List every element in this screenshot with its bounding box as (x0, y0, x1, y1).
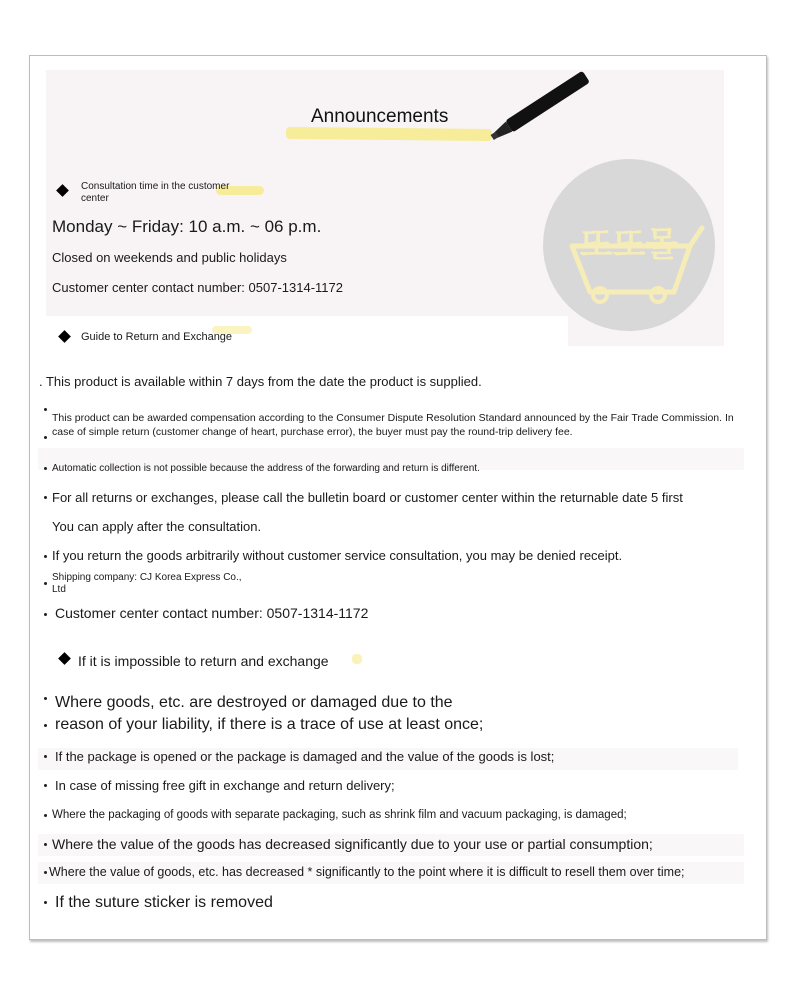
impossible-item: Where the value of the goods has decreased significantly due to your use or partial consumption; (52, 836, 653, 852)
returns-item: Shipping company: CJ Korea Express Co., Ltd (52, 572, 242, 595)
impossible-header: If it is impossible to return and exchange (78, 653, 329, 669)
impossible-item: In case of missing free gift in exchange and return delivery; (55, 778, 395, 793)
consultation-closed: Closed on weekends and public holidays (52, 250, 287, 265)
bullet-dot (44, 697, 47, 700)
shop-logo-icon (542, 158, 716, 332)
section-diamond-icon (58, 652, 71, 665)
bullet-dot (44, 467, 47, 470)
impossible-item: Where goods, etc. are destroyed or damaged due to the (55, 694, 453, 711)
returns-item: You can apply after the consultation. (52, 519, 262, 534)
impossible-item: reason of your liability, if there is a trace of use at least once; (55, 716, 484, 733)
impossible-item: If the suture sticker is removed (55, 894, 273, 911)
consultation-contact: Customer center contact number: 0507-1314-1172 (52, 280, 343, 295)
bullet-dot (44, 582, 47, 585)
marker-pen-icon (482, 64, 602, 142)
logo-text: 또또몰 (579, 225, 679, 265)
bullet-dot (44, 555, 47, 558)
section-diamond-icon (58, 330, 71, 343)
title-highlight (286, 127, 492, 141)
consultation-header: Consultation time in the customer center (81, 181, 230, 204)
returns-item: If you return the goods arbitrarily without customer service consultation, you may be denied receipt. (52, 548, 623, 563)
impossible-item: If the package is opened or the package is damaged and the value of the goods is lost; (55, 749, 555, 764)
consultation-hours: Monday ~ Friday: 10 a.m. ~ 06 p.m. (52, 217, 322, 236)
impossible-item: Where the value of goods, etc. has decreased * significantly to the point where it is difficult to resell them over time; (49, 865, 685, 879)
returns-item: This product can be awarded compensation according to the Consumer Dispute Resolution Standard announced by the Fair Trade Commission. In case of simple return (customer change of heart, purchase error), the buyer must pay the round-trip delivery fee. (52, 412, 734, 438)
announcement-frame (29, 55, 767, 940)
returns-item: For all returns or exchanges, please call the bulletin board or customer center within the returnable date 5 first (52, 490, 683, 505)
page-title: Announcements (311, 106, 449, 127)
returns-header: Guide to Return and Exchange (81, 331, 233, 343)
bullet-dot (44, 436, 47, 439)
bullet-dot (44, 784, 47, 787)
bullet-dot (44, 871, 47, 874)
bullet-dot (44, 496, 47, 499)
impossible-item: Where the packaging of goods with separate packaging, such as shrink film and vacuum packaging, is damaged; (52, 809, 627, 821)
returns-item: Automatic collection is not possible because the address of the forwarding and return is different. (52, 463, 480, 474)
bullet-dot (44, 843, 47, 846)
highlight-mark (352, 654, 362, 664)
returns-item: . This product is available within 7 days from the date the product is supplied. (39, 374, 482, 389)
returns-item: Customer center contact number: 0507-1314-1172 (55, 605, 369, 621)
bullet-dot (44, 901, 47, 904)
bullet-dot (44, 814, 47, 817)
bullet-dot (44, 755, 47, 758)
bullet-dot (44, 408, 47, 411)
bullet-dot (44, 724, 47, 727)
bullet-dot (44, 613, 47, 616)
